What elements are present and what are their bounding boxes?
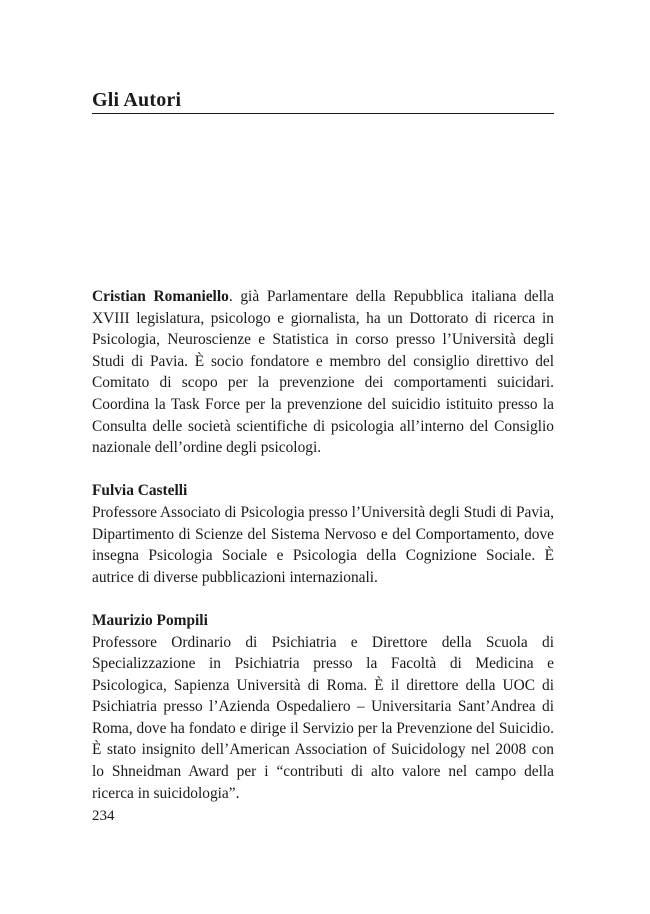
author-name: Maurizio Pompili: [92, 611, 208, 629]
title-divider: [92, 113, 554, 114]
authors-section: [92, 286, 554, 826]
author-bio: [92, 286, 554, 459]
page-number: 234: [92, 808, 115, 824]
author-entry-romaniello: [92, 286, 554, 459]
author-bio: Professore Associato di Psicologia presso l’Università degli Studi di Pavia, Dipartimento di Scienze del Sistema Nervoso e del Comportamento, dove insegna Psicologia Sociale e Psicologia della Cognizione Sociale. È autrice di diverse pubblicazioni internazionali.: [92, 503, 554, 586]
author-name: Fulvia Castelli: [92, 482, 188, 500]
author-bio-text: . già Parlamentare della Repubblica italiana della XVIII legislatura, psicologo e giornalista, ha un Dottorato di ricerca in Psicologia, Neuroscienze e Statistica in corso presso l’Università degli Studi di Pavia. È socio fondatore e membro del consiglio direttivo del Comitato di scopo per la prevenzione dei comportamenti suicidari. Coordina la Task Force per la prevenzione del suicidio istituito presso la Consulta delle società scientifiche di psicologia all’interno del Consiglio nazionale dell’ordine degli psicologi.: [92, 288, 554, 457]
author-name: Cristian Romaniello: [92, 288, 229, 305]
page-title: Gli Autori: [92, 89, 182, 111]
author-bio: Professore Ordinario di Psichiatria e Direttore della Scuola di Specializzazione in Psichiatria presso la Facoltà di Medicina e Psicologica, Sapienza Università di Roma. È il direttore della UOC di Psichiatria presso l’Azienda Ospedaliero – Universitaria Sant’Andrea di Roma, dove ha fondato e dirige il Servizio per la Prevenzione del Suicidio. È stato insignito dell’American Association of Suicidology nel 2008 con lo Shneidman Award per i “contributi di alto valore nel campo della ricerca in suicidologia”.: [92, 633, 554, 802]
author-entry-pompili: [92, 610, 554, 804]
author-entry-castelli: [92, 480, 554, 588]
